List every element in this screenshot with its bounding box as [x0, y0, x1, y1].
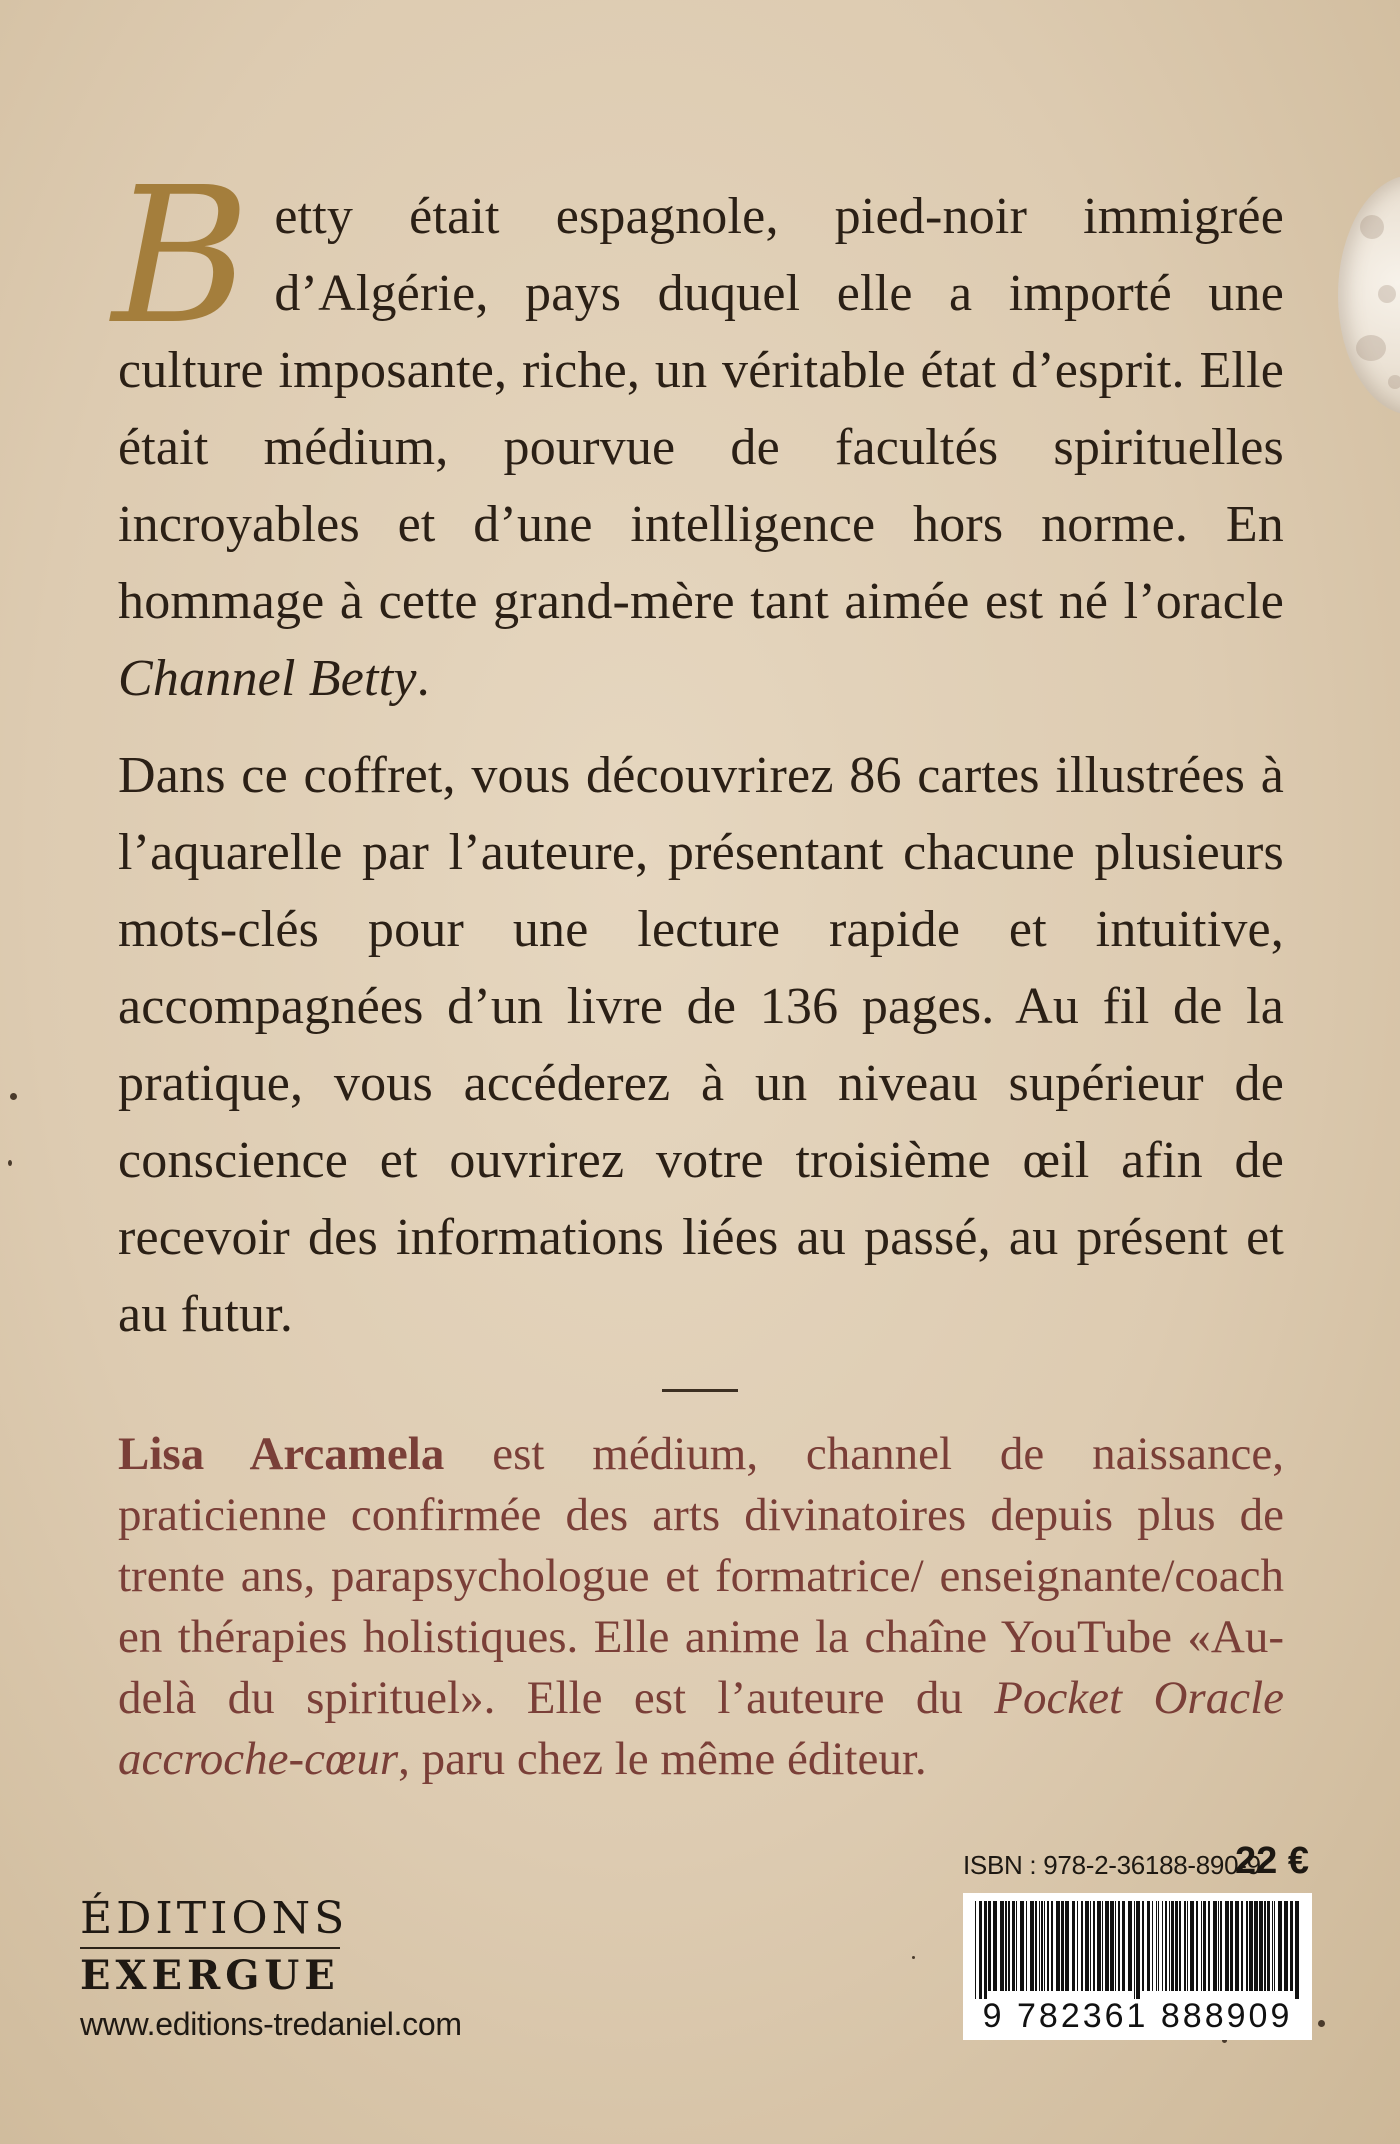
barcode-bar: [1264, 1901, 1266, 1991]
barcode-bar: [1061, 1901, 1064, 1991]
decorative-speck: [10, 1093, 17, 1100]
barcode-bar: [1000, 1901, 1004, 1991]
barcode-bar: [1090, 1901, 1091, 1991]
barcode-bar: [1020, 1901, 1024, 1991]
barcode-bar: [993, 1901, 997, 1991]
barcode-bar: [984, 1901, 987, 1999]
barcode-bar: [1203, 1901, 1206, 1991]
barcode-bar: [1008, 1901, 1010, 1991]
barcode-bar: [1035, 1901, 1037, 1991]
barcode-bar: [979, 1901, 982, 1999]
barcode-bar: [1156, 1901, 1157, 1991]
barcode-bar: [1259, 1901, 1263, 1991]
bio-text-end: , paru chez le même éditeur.: [398, 1733, 927, 1785]
barcode-bar: [1169, 1901, 1170, 1991]
barcode-bar: [1295, 1901, 1299, 1999]
decorative-speck: [8, 1160, 12, 1166]
barcode-bar: [975, 1901, 976, 1999]
moon-crater: [1378, 285, 1396, 303]
barcode-bar: [1165, 1901, 1167, 1991]
barcode-bar: [1208, 1901, 1210, 1991]
barcode-bar: [1110, 1901, 1114, 1991]
section-divider: [662, 1389, 738, 1392]
moon-crater: [1388, 375, 1400, 389]
moon-illustration: [1338, 175, 1400, 415]
publisher-line-1: ÉDITIONS: [80, 1893, 349, 1944]
barcode-bar: [1128, 1901, 1132, 1991]
oracle-title: Channel Betty: [118, 650, 417, 707]
barcode-bar: [1235, 1901, 1239, 1991]
barcode-bar: [1230, 1901, 1233, 1991]
barcode-bar: [1246, 1901, 1248, 1991]
barcode-bar: [1220, 1901, 1222, 1991]
barcode-bar: [1187, 1901, 1188, 1991]
barcode-bar: [1122, 1901, 1125, 1991]
description-paragraph-2: Dans ce coffret, vous découvrirez 86 cartes illustrées à l’aquarelle par l’auteure, présentant chacune plusieurs mots-clés pour une lecture rapide et intuitive, accompagnées d’un livre de 136 pages. Au fil de la pratique, vous accéderez à un niveau supérieur de conscience et ouvrirez votre troisième œil afin de recevoir des informations liées au passé, au présent et au futur.: [118, 747, 1284, 1343]
publisher-rule: [80, 1947, 340, 1949]
moon-crater: [1360, 215, 1384, 239]
decorative-speck: [912, 1956, 915, 1959]
barcode-bar: [1147, 1901, 1150, 1991]
barcode-bar: [1254, 1901, 1258, 1991]
barcode-bar: [1105, 1901, 1109, 1991]
barcode-bar: [1142, 1901, 1144, 1991]
barcode-bar: [1047, 1901, 1049, 1991]
barcode-bar: [1026, 1901, 1027, 1991]
barcode-bar: [1218, 1901, 1219, 1991]
paragraph-end: .: [416, 650, 430, 707]
publisher-logo: [80, 1893, 349, 1999]
barcode-bar: [1030, 1901, 1034, 1991]
barcode-bar: [1278, 1901, 1282, 1991]
decorative-speck: [1318, 2020, 1325, 2027]
barcode-bar: [1102, 1901, 1103, 1991]
barcode-bar: [1044, 1901, 1045, 1991]
barcode-bar: [1065, 1901, 1069, 1991]
barcode-bar: [1072, 1901, 1075, 1991]
moon-crater: [1356, 335, 1386, 361]
book-title: Pocket Oracle accroche-cœur: [118, 1672, 1284, 1785]
paragraph-text: etty était espagnole, pied-noir immigrée d’Algérie, pays duquel elle a importé une culture imposante, riche, un véritable état d’esprit. Elle était médium, pourvue de facultés spirituelles incroyables et d’une intelligence hors norme. En hommage à cette grand-mère tant aimée est né l’oracle: [118, 188, 1284, 630]
barcode-bar: [1039, 1901, 1040, 1991]
barcode-bar: [1016, 1901, 1017, 1991]
barcode-bar: [1005, 1901, 1007, 1991]
isbn-text: ISBN : 978-2-36188-890-9: [963, 1850, 1261, 1880]
barcode-bar: [1136, 1901, 1140, 1999]
barcode-bar: [1152, 1901, 1153, 1991]
barcode-bar: [1184, 1901, 1186, 1991]
publisher-website: www.editions-tredaniel.com: [80, 2006, 462, 2042]
barcode-bar: [1179, 1901, 1181, 1991]
barcode-bar: [1081, 1901, 1083, 1991]
barcode-bar: [1158, 1901, 1159, 1991]
barcode-bar: [1056, 1901, 1060, 1991]
barcode-bar: [1241, 1901, 1243, 1991]
barcode-icon: [975, 1901, 1300, 1999]
barcode-bar: [1175, 1901, 1178, 1991]
barcode-bar: [1284, 1901, 1288, 1991]
barcode-bar: [1249, 1901, 1253, 1991]
isbn-price-row: [963, 1840, 1313, 1886]
barcode-bar: [1290, 1901, 1293, 1991]
barcode-bar: [1267, 1901, 1270, 1991]
description-paragraph-1: [112, 147, 1284, 717]
barcode-bar: [1051, 1901, 1053, 1991]
barcode-bar: [1093, 1901, 1095, 1991]
barcode-bar: [1041, 1901, 1043, 1991]
barcode-bar: [1097, 1901, 1101, 1991]
barcode-bar: [1115, 1901, 1116, 1991]
barcode-box: [963, 1893, 1312, 2040]
barcode-bar: [988, 1901, 991, 1991]
barcode-bar: [1201, 1901, 1202, 1991]
barcode-bar: [1213, 1901, 1217, 1991]
author-name: Lisa Arcamela: [118, 1428, 445, 1480]
barcode-bar: [1196, 1901, 1198, 1991]
barcode-bar: [1012, 1901, 1015, 1991]
publisher-line-2: EXERGUE: [80, 1952, 340, 1999]
barcode-bar: [1077, 1901, 1078, 1991]
barcode-bar: [1134, 1901, 1135, 1999]
barcode-bar: [1085, 1901, 1089, 1991]
drop-cap: B: [112, 147, 251, 366]
bio-text: est médium, channel de naissance, praticienne confirmée des arts divinatoires depuis plus de trente ans, parapsychologue et formatrice/ enseignante/coach en thérapies holistiques. Elle anime la chaîne YouTube «Au-delà du spirituel». Elle est l’auteure du: [118, 1428, 1284, 1724]
price: 22 €: [1235, 1840, 1309, 1882]
barcode-bar: [1162, 1901, 1163, 1991]
barcode-bar: [1171, 1901, 1174, 1991]
barcode-bar: [1225, 1901, 1229, 1991]
author-bio: [118, 1424, 1284, 1790]
barcode-bar: [1272, 1901, 1273, 1991]
barcode-bar: [1190, 1901, 1194, 1991]
barcode-digits: 9 782361 888909: [982, 1997, 1293, 2035]
barcode-bar: [1274, 1901, 1275, 1991]
barcode-bar: [1118, 1901, 1120, 1991]
